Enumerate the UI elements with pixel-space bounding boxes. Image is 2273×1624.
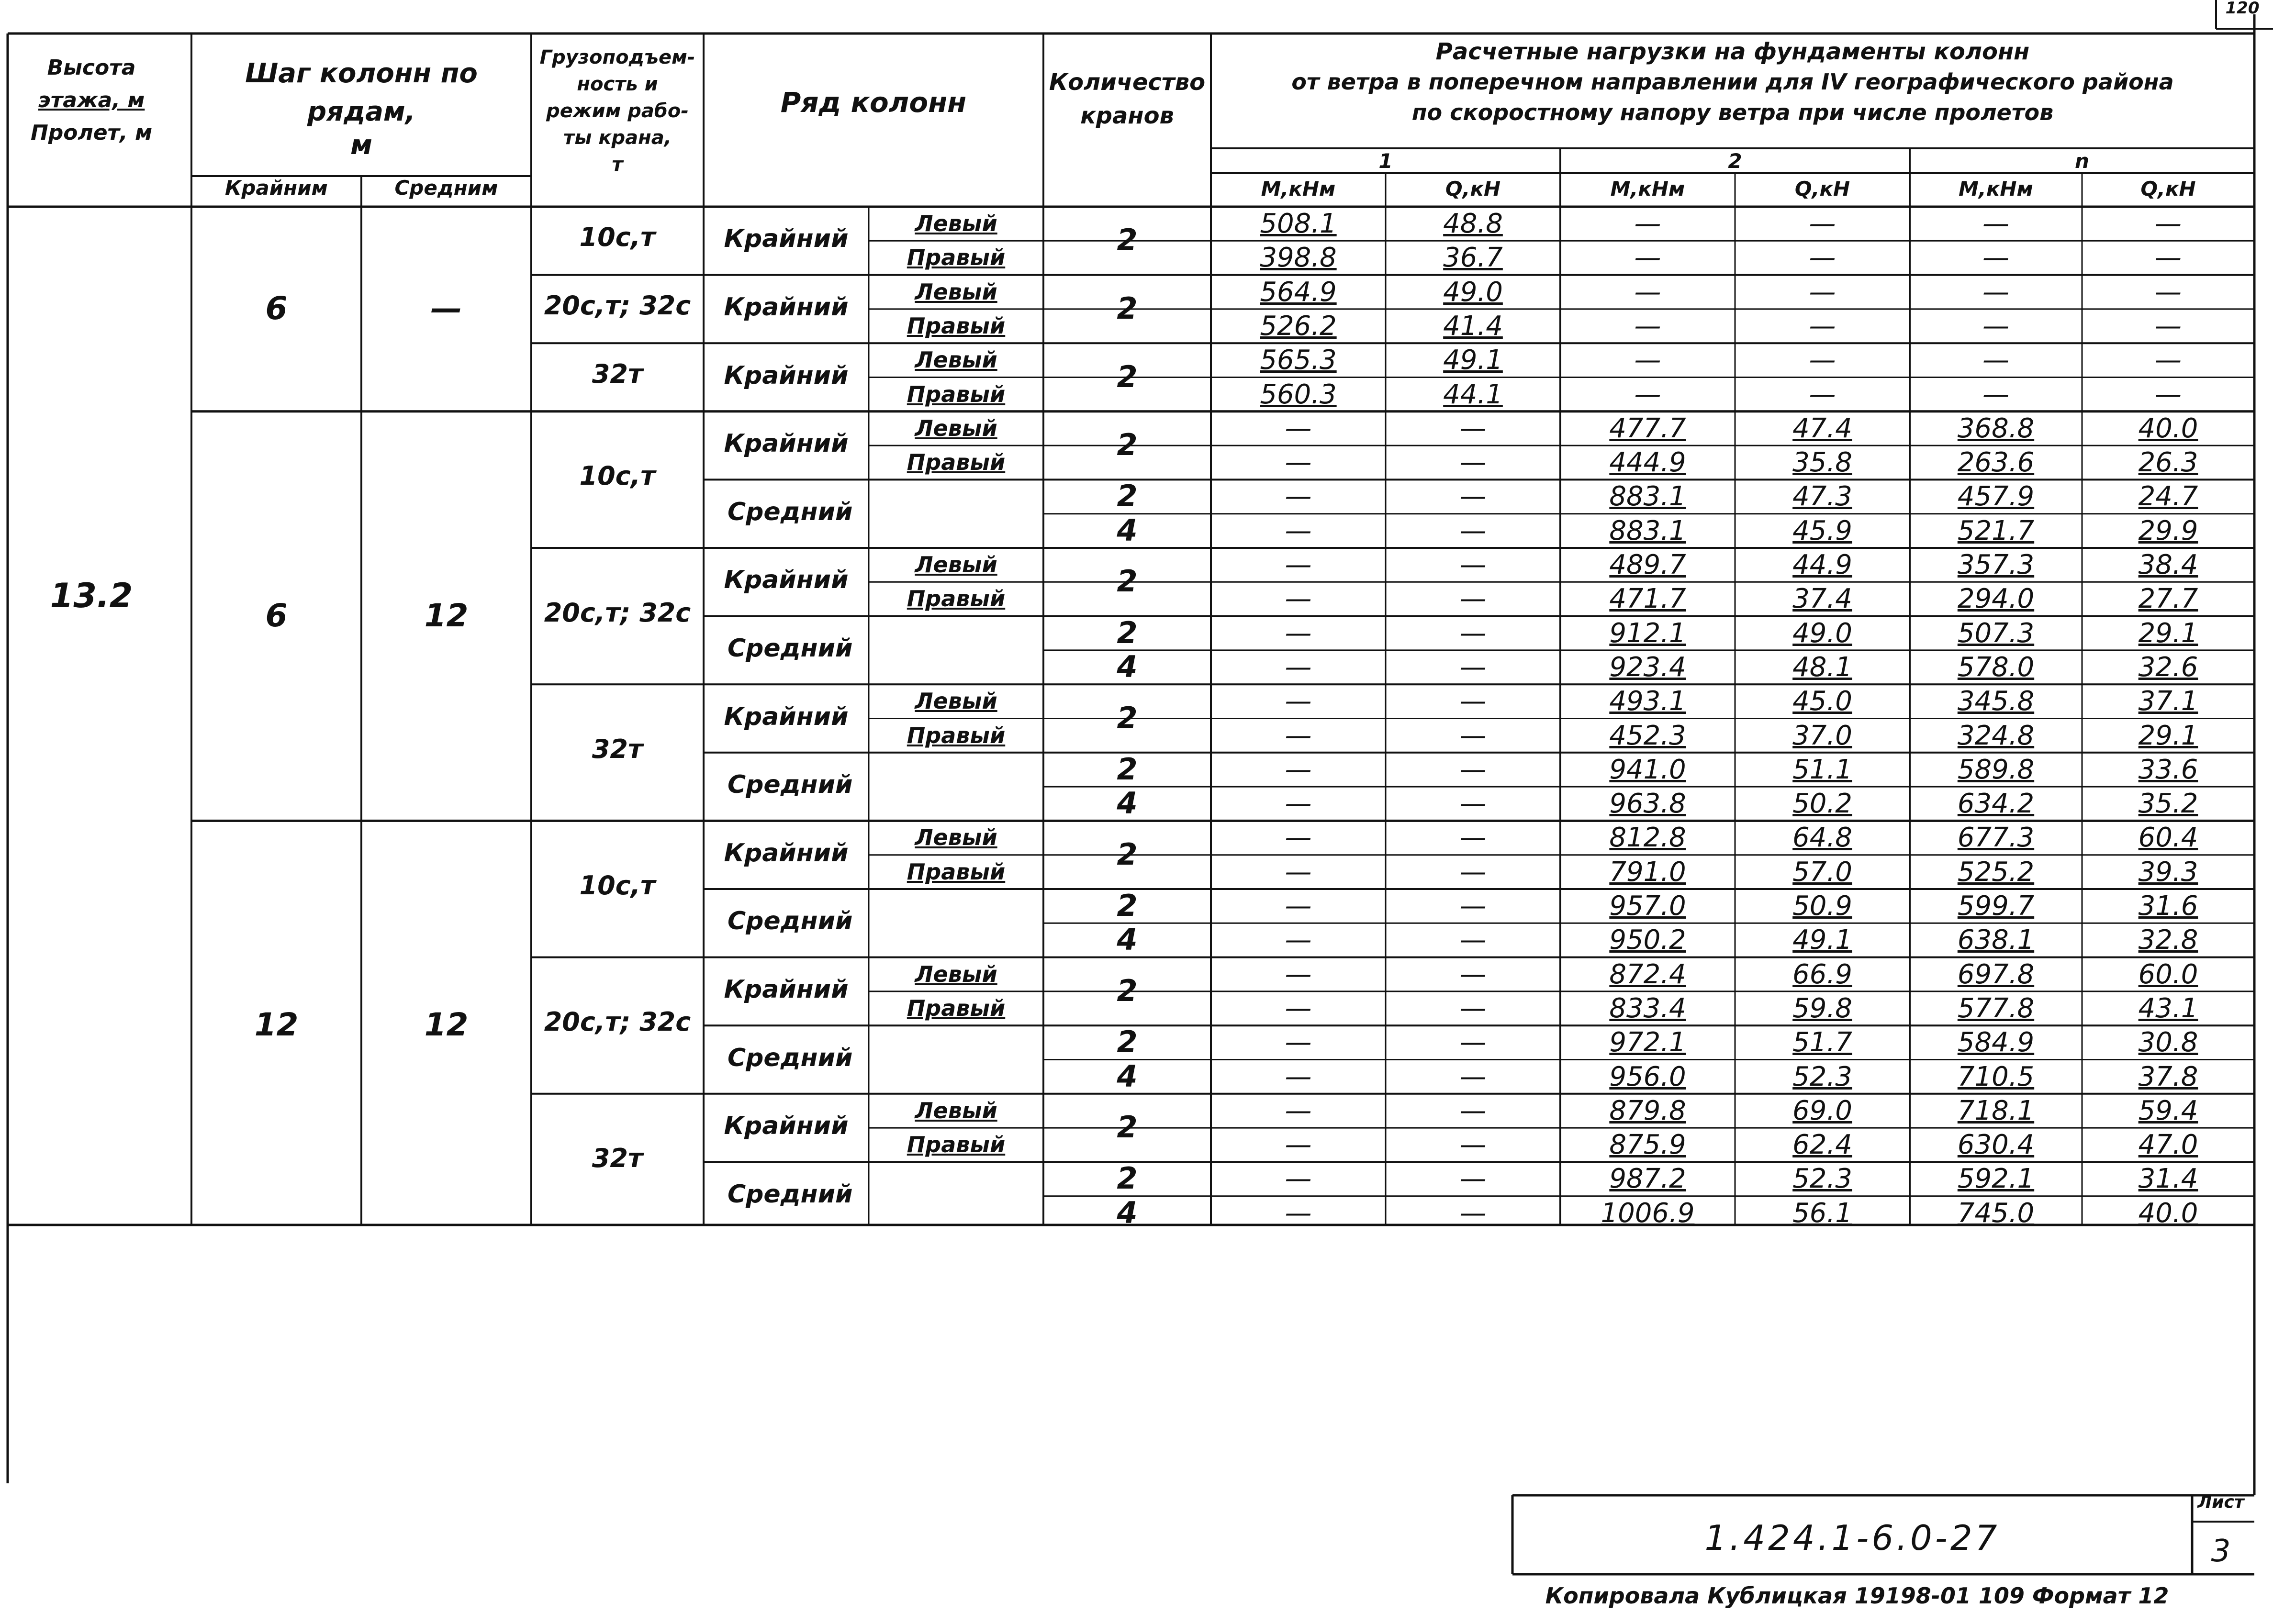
- empty-value: —: [1982, 378, 2009, 410]
- row-type: Крайний: [724, 702, 849, 731]
- shear-value: 37.1: [2138, 686, 2198, 717]
- moment-value: 883.1: [1609, 481, 1686, 512]
- crane-count: 4: [1117, 1058, 1138, 1094]
- moment-value: 941.0: [1609, 754, 1686, 785]
- side-label: Левый: [915, 278, 997, 305]
- shear-value: 49.0: [1443, 276, 1503, 308]
- empty-value: —: [1982, 242, 2009, 274]
- side-label: Правый: [907, 995, 1006, 1021]
- empty-value: —: [2155, 242, 2182, 274]
- empty-value: —: [1459, 1061, 1487, 1092]
- shear-value: 56.1: [1792, 1197, 1852, 1229]
- moment-value: 452.3: [1609, 720, 1686, 751]
- edge-step-value: 6: [265, 597, 288, 634]
- side-label: Правый: [907, 381, 1006, 407]
- crane-count: 4: [1117, 786, 1138, 821]
- moment-value: 444.9: [1609, 447, 1686, 478]
- header-line: этажа, м: [38, 88, 145, 112]
- shear-value: 47.0: [2138, 1129, 2198, 1161]
- empty-value: —: [1634, 310, 1661, 342]
- unit-m: M,кНм: [1261, 177, 1336, 200]
- empty-value: —: [1285, 1197, 1312, 1229]
- crane-count: 2: [1117, 290, 1138, 326]
- moment-value: 471.7: [1609, 583, 1686, 615]
- corner-mark: 120: [2225, 0, 2260, 18]
- header-line: режим рабо-: [546, 100, 689, 122]
- moment-value: 972.1: [1609, 1027, 1686, 1058]
- moment-value: 368.8: [1957, 412, 2035, 444]
- moment-value: 630.4: [1957, 1129, 2035, 1161]
- moment-value: 745.0: [1957, 1197, 2035, 1229]
- row-type: Крайний: [724, 224, 849, 254]
- moment-value: 697.8: [1957, 958, 2035, 990]
- crane-count: 4: [1117, 649, 1138, 684]
- empty-value: —: [1634, 378, 1661, 410]
- empty-value: —: [2155, 345, 2182, 376]
- empty-value: —: [1459, 549, 1487, 580]
- moment-value: 956.0: [1609, 1061, 1686, 1092]
- shear-value: 37.8: [2138, 1061, 2198, 1092]
- moment-value: 589.8: [1957, 754, 2035, 785]
- shear-value: 37.0: [1792, 720, 1852, 751]
- empty-value: —: [1459, 1197, 1487, 1229]
- empty-value: —: [1285, 515, 1312, 546]
- moment-value: 294.0: [1957, 583, 2035, 615]
- empty-value: —: [1634, 208, 1661, 239]
- sheet-label: Лист: [2197, 1492, 2244, 1512]
- shear-value: 52.3: [1792, 1163, 1852, 1195]
- shear-value: 33.6: [2138, 754, 2198, 785]
- header-line: м: [350, 130, 372, 161]
- shear-value: 64.8: [1792, 822, 1852, 854]
- empty-value: —: [1285, 1027, 1312, 1058]
- shear-value: 45.9: [1792, 515, 1852, 546]
- moment-value: 263.6: [1957, 447, 2035, 478]
- shear-value: 31.6: [2138, 890, 2198, 922]
- empty-value: —: [1459, 617, 1487, 649]
- moment-value: 987.2: [1609, 1163, 1686, 1195]
- unit-q: Q,кН: [2140, 177, 2196, 200]
- shear-value: 36.7: [1443, 242, 1503, 274]
- row-type: Средний: [728, 907, 853, 936]
- crane-capacity: 10с,т: [579, 870, 656, 901]
- empty-value: —: [1285, 1163, 1312, 1195]
- empty-value: —: [1634, 242, 1661, 274]
- header-line: Грузоподъем-: [539, 46, 695, 68]
- moment-value: 710.5: [1957, 1061, 2035, 1092]
- header-line: ты крана,: [563, 127, 672, 149]
- edge-step-value: 12: [254, 1006, 299, 1044]
- header-line: кранов: [1080, 102, 1174, 129]
- side-label: Левый: [915, 1097, 997, 1123]
- shear-value: 60.4: [2138, 822, 2198, 854]
- side-label: Правый: [907, 586, 1006, 612]
- header-line: по скоростному напору ветра при числе пролетов: [1411, 100, 2054, 125]
- moment-value: 324.8: [1957, 720, 2035, 751]
- shear-value: 59.4: [2138, 1095, 2198, 1126]
- empty-value: —: [1459, 481, 1487, 512]
- shear-value: 39.3: [2138, 856, 2198, 888]
- shear-value: 51.1: [1792, 754, 1852, 785]
- side-label: Левый: [915, 961, 997, 987]
- mid-step-value: 12: [424, 1006, 469, 1044]
- shear-value: 52.3: [1792, 1061, 1852, 1092]
- empty-value: —: [2155, 378, 2182, 410]
- crane-capacity: 20с,т; 32с: [544, 597, 691, 628]
- shear-value: 48.1: [1792, 651, 1852, 683]
- moment-value: 923.4: [1609, 651, 1686, 683]
- moment-value: 357.3: [1957, 549, 2035, 580]
- sheet-number: 3: [2211, 1534, 2231, 1569]
- empty-value: —: [1459, 1095, 1487, 1126]
- shear-value: 30.8: [2138, 1027, 2198, 1058]
- shear-value: 24.7: [2138, 481, 2198, 512]
- moment-value: 875.9: [1609, 1129, 1686, 1161]
- crane-count: 2: [1117, 427, 1138, 463]
- empty-value: —: [1459, 1129, 1487, 1161]
- empty-value: —: [1285, 651, 1312, 683]
- empty-value: —: [1982, 276, 2009, 308]
- moment-value: 963.8: [1609, 788, 1686, 820]
- empty-value: —: [1285, 549, 1312, 580]
- mid-step-value: 12: [424, 597, 469, 634]
- empty-value: —: [1285, 856, 1312, 888]
- side-label: Левый: [915, 552, 997, 578]
- crane-count: 2: [1117, 615, 1138, 650]
- empty-value: —: [2155, 276, 2182, 308]
- shear-value: 38.4: [2138, 549, 2198, 580]
- shear-value: 32.6: [2138, 651, 2198, 683]
- header-line: Количество: [1049, 69, 1206, 96]
- empty-value: —: [1285, 958, 1312, 990]
- moment-value: 957.0: [1609, 890, 1686, 922]
- empty-value: —: [1285, 1095, 1312, 1126]
- edge-step-value: 6: [265, 289, 288, 327]
- crane-count: 4: [1117, 1195, 1138, 1230]
- shear-value: 49.1: [1792, 924, 1852, 956]
- empty-value: —: [1459, 651, 1487, 683]
- header-line: рядам,: [307, 96, 416, 127]
- moment-value: 638.1: [1957, 924, 2035, 956]
- moment-value: 872.4: [1609, 958, 1686, 990]
- empty-value: —: [1459, 1027, 1487, 1058]
- header-line: т: [612, 154, 623, 176]
- header-line: Расчетные нагрузки на фундаменты колонн: [1435, 38, 2030, 65]
- empty-value: —: [1809, 208, 1836, 239]
- moment-value: 489.7: [1609, 549, 1686, 580]
- empty-value: —: [1809, 242, 1836, 274]
- empty-value: —: [1459, 754, 1487, 785]
- row-type: Средний: [728, 1179, 853, 1209]
- empty-value: —: [1459, 515, 1487, 546]
- crane-count: 2: [1117, 1161, 1138, 1196]
- mid-step-value: —: [430, 289, 462, 327]
- doc-code: 1.424.1-6.0-27: [1704, 1518, 2000, 1558]
- moment-value: 508.1: [1260, 208, 1337, 239]
- span-1: 1: [1378, 149, 1393, 173]
- moment-value: 493.1: [1609, 686, 1686, 717]
- shear-value: 40.0: [2138, 412, 2198, 444]
- row-type: Крайний: [724, 292, 849, 322]
- height-value: 13.2: [50, 576, 133, 615]
- span-2: 2: [1728, 149, 1742, 173]
- shear-value: 69.0: [1792, 1095, 1852, 1126]
- moment-value: 599.7: [1957, 890, 2035, 922]
- moment-value: 812.8: [1609, 822, 1686, 854]
- shear-value: 43.1: [2138, 992, 2198, 1024]
- row-type: Средний: [728, 497, 853, 526]
- header-line: Пролет, м: [30, 121, 153, 145]
- crane-count: 4: [1117, 512, 1138, 548]
- shear-value: 26.3: [2138, 447, 2198, 478]
- unit-q: Q,кН: [1794, 177, 1850, 200]
- crane-count: 2: [1117, 359, 1138, 394]
- unit-m: M,кНм: [1610, 177, 1685, 200]
- crane-capacity: 32т: [592, 1143, 643, 1174]
- side-label: Правый: [907, 858, 1006, 885]
- empty-value: —: [1459, 583, 1487, 615]
- empty-value: —: [1459, 992, 1487, 1024]
- step-mid-header: Средним: [394, 176, 498, 200]
- empty-value: —: [1459, 958, 1487, 990]
- moment-value: 398.8: [1260, 242, 1337, 274]
- side-label: Левый: [915, 415, 997, 441]
- crane-count: 2: [1117, 564, 1138, 599]
- shear-value: 27.7: [2138, 583, 2198, 615]
- row-type: Крайний: [724, 566, 849, 595]
- shear-value: 29.1: [2138, 617, 2198, 649]
- side-label: Правый: [907, 722, 1006, 748]
- shear-value: 50.9: [1792, 890, 1852, 922]
- moment-value: 578.0: [1957, 651, 2035, 683]
- moment-value: 477.7: [1609, 412, 1686, 444]
- side-label: Правый: [907, 1132, 1006, 1158]
- row-type: Крайний: [724, 975, 849, 1004]
- shear-value: 40.0: [2138, 1197, 2198, 1229]
- empty-value: —: [1285, 754, 1312, 785]
- empty-value: —: [2155, 310, 2182, 342]
- row-header: Ряд колонн: [780, 86, 967, 119]
- shear-value: 48.8: [1443, 208, 1503, 239]
- empty-value: —: [1459, 1163, 1487, 1195]
- side-label: Левый: [915, 347, 997, 373]
- footer-note: Копировала Кублицкая 19198-01 109 Формат 12: [1545, 1583, 2169, 1609]
- side-label: Правый: [907, 245, 1006, 271]
- moment-value: 577.8: [1957, 992, 2035, 1024]
- empty-value: —: [1285, 412, 1312, 444]
- shear-value: 49.1: [1443, 345, 1503, 376]
- moment-value: 833.4: [1609, 992, 1686, 1024]
- moment-value: 879.8: [1609, 1095, 1686, 1126]
- moment-value: 634.2: [1957, 788, 2035, 820]
- empty-value: —: [1285, 788, 1312, 820]
- empty-value: —: [1459, 822, 1487, 854]
- crane-capacity: 32т: [592, 358, 643, 389]
- empty-value: —: [1459, 447, 1487, 478]
- crane-count: 2: [1117, 1110, 1138, 1145]
- empty-value: —: [1459, 686, 1487, 717]
- unit-m: M,кНм: [1959, 177, 2033, 200]
- row-type: Крайний: [724, 361, 849, 390]
- moment-value: 345.8: [1957, 686, 2035, 717]
- empty-value: —: [1809, 276, 1836, 308]
- empty-value: —: [1982, 208, 2009, 239]
- empty-value: —: [1459, 720, 1487, 751]
- empty-value: —: [1285, 1061, 1312, 1092]
- row-type: Средний: [728, 1043, 853, 1072]
- shear-value: 35.8: [1792, 447, 1852, 478]
- shear-value: 29.9: [2138, 515, 2198, 546]
- shear-value: 44.9: [1792, 549, 1852, 580]
- crane-capacity: 20с,т; 32с: [544, 290, 691, 321]
- shear-value: 47.4: [1792, 412, 1852, 444]
- moment-value: 592.1: [1957, 1163, 2035, 1195]
- shear-value: 45.0: [1792, 686, 1852, 717]
- empty-value: —: [1982, 310, 2009, 342]
- empty-value: —: [1459, 412, 1487, 444]
- moment-value: 791.0: [1609, 856, 1686, 888]
- header-line: Высота: [47, 56, 136, 80]
- shear-value: 41.4: [1443, 310, 1503, 342]
- side-label: Левый: [915, 688, 997, 714]
- row-type: Крайний: [724, 838, 849, 868]
- moment-value: 507.3: [1957, 617, 2035, 649]
- shear-value: 51.7: [1792, 1027, 1852, 1058]
- shear-value: 59.8: [1792, 992, 1852, 1024]
- empty-value: —: [1285, 583, 1312, 615]
- empty-value: —: [1459, 924, 1487, 956]
- moment-value: 718.1: [1957, 1095, 2035, 1126]
- crane-count: 2: [1117, 836, 1138, 872]
- empty-value: —: [1285, 617, 1312, 649]
- row-type: Крайний: [724, 1112, 849, 1141]
- empty-value: —: [1285, 822, 1312, 854]
- empty-value: —: [1809, 378, 1836, 410]
- header-line: от ветра в поперечном направлении для IV географического района: [1291, 69, 2174, 95]
- crane-capacity: 32т: [592, 734, 643, 764]
- shear-value: 49.0: [1792, 617, 1852, 649]
- moment-value: 1006.9: [1601, 1197, 1695, 1229]
- shear-value: 60.0: [2138, 958, 2198, 990]
- crane-count: 2: [1117, 222, 1138, 258]
- shear-value: 47.3: [1792, 481, 1852, 512]
- empty-value: —: [1285, 686, 1312, 717]
- empty-value: —: [1634, 276, 1661, 308]
- empty-value: —: [1809, 345, 1836, 376]
- header-line: ность и: [577, 73, 658, 95]
- moment-value: 526.2: [1260, 310, 1337, 342]
- row-type: Средний: [728, 634, 853, 663]
- moment-value: 457.9: [1957, 481, 2035, 512]
- shear-value: 32.8: [2138, 924, 2198, 956]
- crane-count: 2: [1117, 700, 1138, 735]
- header-line: Шаг колонн по: [245, 58, 478, 89]
- crane-count: 2: [1117, 973, 1138, 1008]
- empty-value: —: [1459, 788, 1487, 820]
- side-label: Левый: [915, 211, 997, 236]
- crane-count: 2: [1117, 478, 1138, 514]
- moment-value: 521.7: [1957, 515, 2035, 546]
- moment-value: 912.1: [1609, 617, 1686, 649]
- span-n: n: [2075, 149, 2089, 173]
- empty-value: —: [1285, 890, 1312, 922]
- shear-value: 50.2: [1792, 788, 1852, 820]
- empty-value: —: [1459, 856, 1487, 888]
- side-label: Левый: [915, 824, 997, 851]
- shear-value: 44.1: [1443, 378, 1503, 410]
- side-label: Правый: [907, 312, 1006, 339]
- moment-value: 564.9: [1260, 276, 1337, 308]
- side-label: Правый: [907, 449, 1006, 476]
- empty-value: —: [1285, 1129, 1312, 1161]
- row-type: Крайний: [724, 429, 849, 458]
- crane-count: 4: [1117, 922, 1138, 957]
- empty-value: —: [1285, 924, 1312, 956]
- shear-value: 31.4: [2138, 1163, 2198, 1195]
- crane-capacity: 10с,т: [579, 461, 656, 491]
- empty-value: —: [1459, 890, 1487, 922]
- crane-count: 2: [1117, 888, 1138, 923]
- row-type: Средний: [728, 770, 853, 800]
- moment-value: 883.1: [1609, 515, 1686, 546]
- crane-capacity: 10с,т: [579, 222, 656, 253]
- crane-count: 2: [1117, 751, 1138, 787]
- unit-q: Q,кН: [1445, 177, 1501, 200]
- empty-value: —: [1982, 345, 2009, 376]
- crane-capacity: 20с,т; 32с: [544, 1007, 691, 1037]
- crane-count: 2: [1117, 1024, 1138, 1060]
- empty-value: —: [1285, 447, 1312, 478]
- shear-value: 66.9: [1792, 958, 1852, 990]
- step-edge-header: Крайним: [225, 176, 328, 200]
- empty-value: —: [1285, 481, 1312, 512]
- shear-value: 29.1: [2138, 720, 2198, 751]
- shear-value: 62.4: [1792, 1129, 1852, 1161]
- shear-value: 57.0: [1792, 856, 1852, 888]
- empty-value: —: [2155, 208, 2182, 239]
- empty-value: —: [1634, 345, 1661, 376]
- moment-value: 565.3: [1260, 345, 1337, 376]
- empty-value: —: [1285, 720, 1312, 751]
- moment-value: 584.9: [1957, 1027, 2035, 1058]
- shear-value: 35.2: [2138, 788, 2198, 820]
- moment-value: 525.2: [1957, 856, 2035, 888]
- empty-value: —: [1285, 992, 1312, 1024]
- moment-value: 677.3: [1957, 822, 2035, 854]
- moment-value: 950.2: [1609, 924, 1686, 956]
- shear-value: 37.4: [1792, 583, 1852, 615]
- empty-value: —: [1809, 310, 1836, 342]
- moment-value: 560.3: [1260, 378, 1337, 410]
